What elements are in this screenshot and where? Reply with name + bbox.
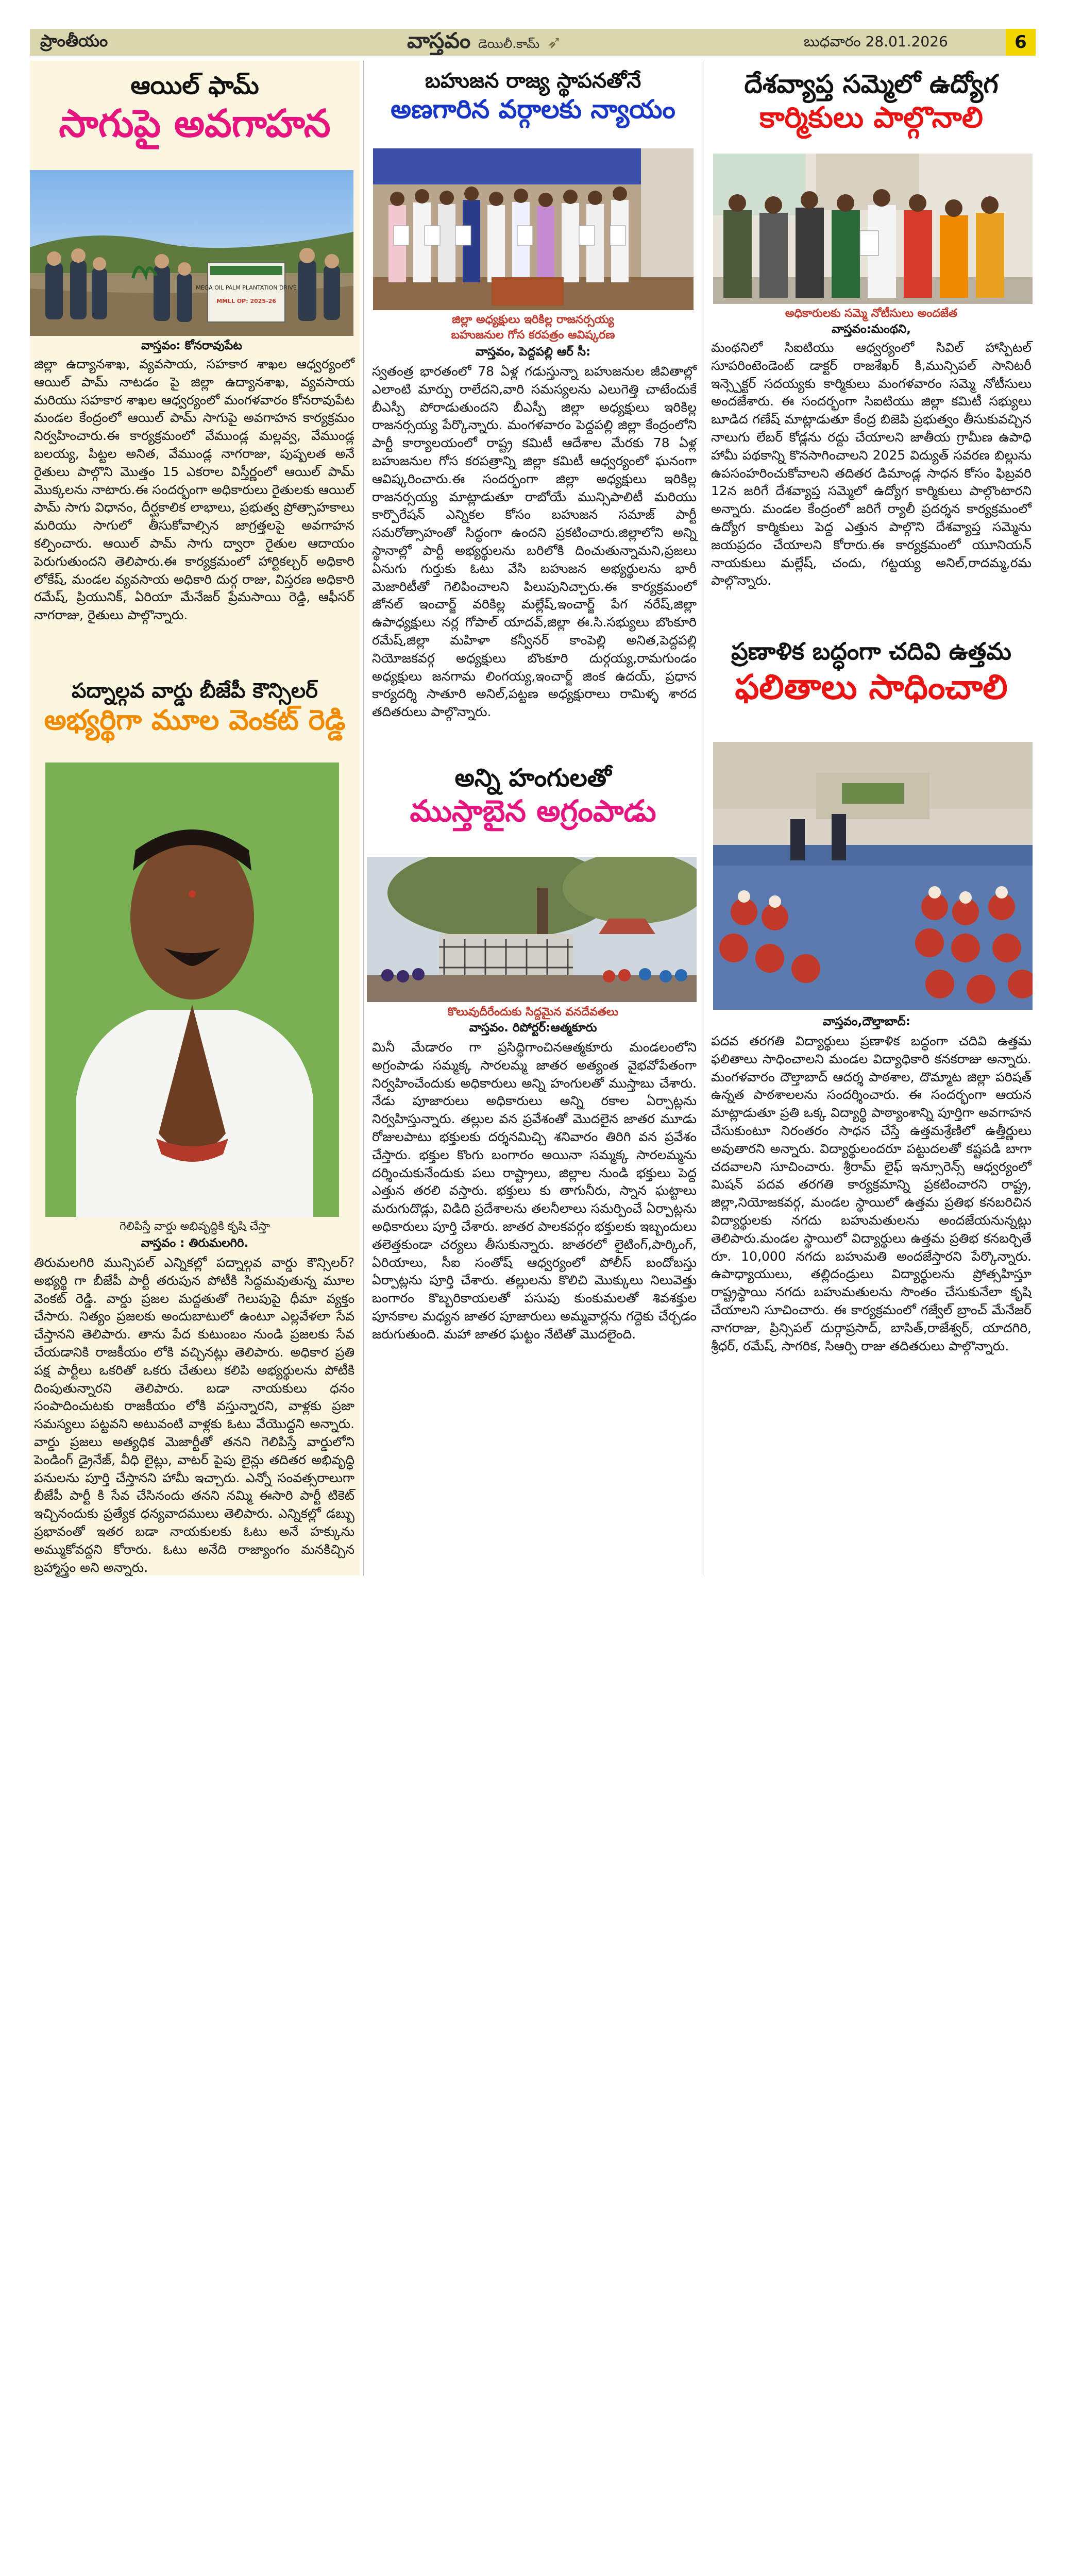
page-number: 6 <box>1006 29 1036 56</box>
bird-icon: ➶ <box>547 32 562 53</box>
headline-line1: దేశవ్యాప్త సమ్మెలో ఉద్యోగ <box>744 69 999 99</box>
headline-line1: అన్ని హంగులతో <box>454 764 612 792</box>
column-middle <box>367 61 699 1575</box>
headline-line2: ఫలితాలు సాధించాలి <box>735 667 1008 707</box>
headline-line2: సాగుపై అవగాహన <box>59 101 331 146</box>
article-body: స్వతంత్ర భారతంలో 78 ఏళ్ల గడుస్తున్నా బహుజనుల జీవితాల్లో ఎలాంటి మార్పు రాలేదని,వారి సమస్యలను ఎలుగెత్తి చాటేందుకే బీఎస్పీ పోరాడుతుందని బీఎస్పీ జిల్లా అధ్యక్షులు ఇరికిల్ల రాజనర్సయ్య పేర్కొన్నారు. మంగళవారం పెద్దపల్లి జిల్లా కేంద్రంలోని పార్టీ కార్యాలయంలో రాష్ట్ర కమిటీ ఆదేశాల మేరకు 78 ఏళ్ల బహుజనుల గోస కరపత్రాన్ని జిల్లా కమిటీ ఆధ్వర్యంలో ఘనంగా ఆవిష్కరించారు.ఈ సందర్భంగా జిల్లా అధ్యక్షులు ఇరికిల్ల రాజనర్సయ్య మాట్లాడుతూ రాబోయే మున్సిపాలిటీ మరియు కార్పొరేషన్ ఎన్నికల కోసం బహుజన సమాజ్ పార్టీ సమరోత్సాహంతో సిద్ధంగా ఉందని ప్రకటించారు.జిల్లాలోని అన్ని స్థానాల్లో పార్టీ అభ్యర్థులను బరిలోకి దించుతున్నామని,ప్రజలు ఏనుగు గుర్తుకు ఓటు వేసి బహుజన అభ్యర్థులను భారీ మెజారిటీతో గెలిపించాలని పిలుపునిచ్చారు.ఈ కార్యక్రమంలో జోనల్ ఇంచార్జ్ వరికిల్ల మల్లేష్,ఇంచార్జ్ పేగ నరేష్,జిల్లా ఉపాధ్యక్షులు నర్ల గోపాల్ యాదవ్,జిల్లా ఈ.సి.సభ్యులు బొంకూరి రమేష్,జిల్లా మహిళా కన్వీనర్ కాంపెల్లి అనిత,పెద్దపల్లి నియోజకవర్గ అధ్యక్షులు బొంకూరి దుర్గయ్య,రామగుండం అధ్యక్షులు జనగామ లింగయ్య,ఇంచార్జ్ జింక ఉదయ్, ప్రధాన కార్యదర్శి సాతూరి అనిల్,పట్టణ అధ్యక్షురాలు రామిళ్ళ శారద తదితరులు పాల్గొన్నారు. <box>372 364 697 720</box>
article-body: మినీ మేడారం గా ప్రసిద్ధిగాంచినఆత్మకూరు మండలంలోని అగ్రంపాడు సమ్మక్క సారలమ్మ జాతర అత్యంత వైభవోపేతంగా నిర్వహించేందుకు అధికారులు అన్ని హంగులతో ముస్తాబు చేశారు. నేడు పూజారులు అధికారులు అన్ని రకాల ఏర్పాట్లను నిర్వహిస్తున్నారు. తల్లుల వన ప్రవేశంతో మొదలైన జాతర మూడు రోజులపాటు భక్తులకు దర్శనమిచ్చి శనివారం తిరిగి వన ప్రవేశం చేస్తారు. భక్తుల కొంగు బంగారం అయినా సమ్మక్క సారలమ్మను దర్శించుకునేందుకు పలు రాష్ట్రాలు, జిల్లాల నుండి భక్తులు పెద్ద ఎత్తున తరలి వస్తారు. భక్తులు కు తాగునీరు, స్నాన ఘట్టాలు మరుగుదొడ్లు, విడిది ప్రదేశాలను తలనీలాలు సమర్పించే ఏర్పాట్లను అధికారులు పూర్తి చేశారు. జాతర పాలకవర్గం భక్తులకు ఇబ్బందులు తలెత్తకుండా చర్యలు తీసుకున్నారు. జాతరలో లైటింగ్,పార్కింగ్, ఏరియాలు, సీఐ సంతోష్ ఆధ్వర్యంలో పోలీస్ బందోబస్తు ఏర్పాట్లను పూర్తి చేశారు. తల్లులను కొలిచి మొక్కులు నిలువెత్తు బంగారం కొబ్బరికాయలతో పసుపు కుంకుమలతో శివశక్తుల పూనకాల మధ్యన జాతర పూజారులు అమ్మవార్లను గద్దెకు చేర్చడం జరుగుతుంది. మహా జాతర ఘట్టం నేటితో మొదలైంది. <box>372 1040 697 1342</box>
article-body: మంథనిలో సిఐటియు ఆధ్వర్యంలో సివిల్ హాస్పిటల్ సూపరింటెండెంట్ డాక్టర్ రాజశేఖర్ కి,మున్సిపల్ సానిటరీ ఇన్స్పెక్టర్ సదయ్యకు కార్మికులు మంగళవారం సమ్మె నోటీసులు అందజేశారు. ఈ సందర్భంగా సిఐటియు జిల్లా కమిటీ సభ్యులు బూడిద గణేష్ మాట్లాడుతూ కేంద్ర బిజెపి ప్రభుత్వం తీసుకువచ్చిన నాలుగు లేబర్ కోడ్లను రద్దు చేయాలని జాతీయ గ్రామీణ ఉపాధి హామీ పథకాన్ని కొనసాగించాలని 2025 విద్యుత్ సవరణ బిల్లును ఉపసంహరించుకోవాలని తదితర డిమాండ్ల సాధన కోసం ఫిబ్రవరి 12న జరిగే దేశవ్యాప్త సమ్మెలో ఉద్యోగ కార్మికులు పాల్గొంటారని అన్నారు. మండల కేంద్రంలో జరిగే ర్యాలీ ప్రదర్శన కార్యక్రమంలో ఉద్యోగ కార్మికులు పెద్ద ఎత్తున పాల్గొని దేశవ్యాప్త సమ్మెను జయప్రదం చేయాలని కోరారు.ఈ కార్యక్రమంలో యూనియన్ నాయకులు మల్లేష్, చందు, గట్టయ్య అనిల్,రాదమ్మ,రమ పాల్గొన్నారు. <box>711 340 1032 588</box>
headline-line2: అభ్యర్థిగా మూల వెంకట్ రెడ్డి <box>44 704 346 736</box>
brand-logo <box>407 28 562 59</box>
headline-line1: బహుజన రాజ్య స్థాపనతోనే <box>425 69 641 93</box>
headline-bsp <box>367 68 699 125</box>
dateline: వాస్తవం, పెద్దపల్లి ఆర్ సీ: <box>475 345 591 359</box>
column-rule <box>363 61 364 1575</box>
school-photo <box>713 742 1033 1010</box>
photo-caption: అధికారులకు సమ్మె నోటీసులు అందజేత <box>785 307 958 320</box>
article-body: జిల్లా ఉద్యానశాఖ, వ్యవసాయ, సహకార శాఖల ఆధ్వర్యంలో ఆయిల్ పామ్ నాటడం పై జిల్లా ఉద్యానశాఖ, వ్యవసాయ మరియు సహకార శాఖల ఆధ్వర్యంలో మంగళవారం కోనరావుపేట మండల కేంద్రంలో ఆయిల్ పామ్ సాగుపై అవగాహన కార్యక్రమం నిర్వహించారు.ఈ కార్యక్రమంలో వేముండ్ల మల్లవ్వ, వేముండ్ల బలయ్య, పిట్టల అనిత, వేముండ్ల నాగరాజు, పుష్పలత అనే రైతులు పాల్గొని మొత్తం 15 ఎకరాల విస్తీర్ణంలో ఆయిల్ పామ్ మొక్కలను నాటారు.ఈ సందర్భంగా అధికారులు రైతులకు ఆయిల్ పామ్ సాగు విధానం, దీర్ఘకాలిక లాభాలు, ప్రభుత్వ ప్రోత్సాహకాలు మరియు సాగులో తీసుకోవాల్సిన జాగ్రత్తలపై అవగాహన కల్పించారు. ఆయిల్ పామ్ సాగు ద్వారా రైతుల ఆదాయం పెరుగుతుందని తెలిపారు.ఈ కార్యక్రమంలో హార్టికల్చర్ అధికారి లోకేష్, మండల వ్యవసాయ అధికారి దుర్గ రాజు, విస్తరణ అధికారి రమేష్, ప్రియునిక్, ఏరియా మేనేజర్ ప్రేమసాయి రెడ్డి, ఆఫీసర్ నాగరాజు, రైతులు పాల్గొన్నారు. <box>34 357 354 623</box>
dateline: వాస్తవం : తిరుమలగిరి. <box>141 1236 249 1250</box>
headline-line2: ముస్తాబైన అగ్రంపాడు <box>410 793 656 828</box>
dateline: వాస్తవం,దౌల్తాబాద్: <box>823 1015 910 1028</box>
column-right <box>707 61 1036 1575</box>
banner-sub: MMLL OP: 2025-26 <box>216 298 276 304</box>
headline-line1: ఆయిల్ ఫామ్ <box>130 71 259 100</box>
headline-line1: పద్నాల్గవ వార్డు బీజేపీ కౌన్సిలర్ <box>72 679 318 703</box>
jatara-photo <box>367 857 697 1002</box>
strike-notice-photo <box>713 154 1033 304</box>
candidate-portrait <box>45 762 339 1217</box>
dateline: వాస్తవం: కోనరావుపేట <box>141 339 242 352</box>
banner-text: MEGA OIL PALM PLANTATION DRIVE <box>196 284 297 291</box>
photo-caption: కొలువుదీరేందుకు సిద్దమైన వనదేవతలు <box>448 1006 618 1019</box>
dateline: వాస్తవం. రిపోర్టర్:ఆత్మకూరు <box>469 1021 597 1035</box>
headline-strike <box>707 68 1036 135</box>
print-marks <box>0 1582 1065 1628</box>
bsp-photo <box>373 148 694 310</box>
headline-line2: కార్మికులు పాల్గొనాలి <box>759 100 983 134</box>
issue-date: బుధవారం 28.01.2026 <box>804 33 948 50</box>
dateline: వాస్తవం:మంథని, <box>832 323 911 336</box>
article-body: తిరుమలగిరి మున్సిపల్ ఎన్నికల్లో పద్నాల్గవ వార్డు కౌన్సిలర్? అభ్యర్థి గా బీజేపీ పార్టీ తరుపున పోటీకి సిద్దమవుతున్న మూల వెంకట్ రెడ్డి. వార్డు ప్రజల మద్దతుతో గెలుపుపై ధీమా వ్యక్తం చేసారు. నిత్యం ప్రజలకు అందుబాటులో ఉంటూ ఎల్లవేళలా సేవ చేస్తానని తెలిపారు. తాను పేద కుటుంబం నుండి ప్రజలకు సేవ చేయడానికి రాజకీయం లోకి వచ్చినట్లు తెలిపారు. అధికార ప్రతి పక్ష పార్టీలు ఒకరితో ఒకరు చేతులు కలిపి అభ్యర్థులను పోటీకి దింపుతున్నారని తెలిపారు. బడా నాయకులు ధనం సంపాదించుటకు రాజకీయం లోకి వస్తున్నారని, వాళ్లకు ప్రజా సమస్యలు పట్టవని అటువంటి వాళ్లకు ఓటు వేయొద్దని అన్నారు. వార్డు ప్రజలు అత్యధిక మెజార్టీతో తనని గెలిపిస్తే వార్డులోని పెండింగ్ డ్రైనేజ్, వీధి లైట్లు, వాటర్ పైపు లైన్లు తదితర అభివృద్ధి పనులను పూర్తి చేస్తానని హామీ ఇచ్చారు. ఎన్నో సంవత్సరాలుగా బీజేపీ పార్టీ కి సేవ చేసినందు తనని నమ్మి ఈసారి పార్టీ టికెట్ ఇచ్చినందుకు ప్రత్యేక ధన్యవాదములు తెలిపారు. ఎన్నికల్లో డబ్బు ప్రభావంతో ఇతర బడా నాయకులకు ఓటు అనే హక్కును అమ్ముకోవద్దని కోరారు. ఓటు అనేది రాజ్యాంగం మనకిచ్చిన బ్రహ్మాస్త్రం అని అన్నారు. <box>34 1255 354 1575</box>
headline-councillor <box>30 678 360 737</box>
headline-exam <box>707 637 1036 707</box>
brand-sub: డెయిలీ.కామ్ <box>478 37 540 51</box>
brand-name: వాస్తవం <box>407 28 471 53</box>
section-label: ప్రాంతీయం <box>40 31 108 50</box>
column-left <box>30 61 360 1575</box>
headline-oilpalm <box>30 70 360 147</box>
oilpalm-photo <box>30 170 353 336</box>
article-body: పదవ తరగతి విద్యార్థులు ప్రణాళిక బద్ధంగా చదివి ఉత్తమ ఫలితాలు సాధించాలని మండల విద్యాధికారి కనకరాజు అన్నారు. మంగళవారం దౌల్తాబాద్ ఆదర్శ పాఠశాల, దొమ్మాట జిల్లా పరిషత్ ఉన్నత పాఠశాలలను సందర్శించారు. ఈ సందర్భంగా ఆయన మాట్లాడుతూ ప్రతి ఒక్క విద్యార్థి పాఠ్యాంశాన్ని పూర్తిగా అవగాహన చేసుకుంటూ నిరంతరం సాధన చేస్తే ఉత్తమశ్రేణిలో ఉత్తీర్ణులు అవుతారని అన్నారు. విద్యార్థులందరూ పట్టుదలతో కష్టపడి బాగా చదవాలని సూచించారు. శ్రీరామ్ లైఫ్ ఇన్సూరెన్స్ ఆధ్వర్యంలో మిషన్ పదవ తరగతి కార్యక్రమాన్ని ప్రకటించారని రాష్ట్ర, జిల్లా,నియోజకవర్గ, మండల స్థాయిలో ఉత్తమ ప్రతిభ కనబరిచిన విద్యార్థులకు నగదు బహుమతులను అందజేయనున్నట్లు తెలిపారు.మండల స్థాయిలో విద్యార్థులు ఉత్తమ ప్రతిభ కనబర్చితే రూ. 10,000 నగదు బహుమతి అందజేస్తారని పేర్కొన్నారు. ఉపాధ్యాయులు, తల్లిదండ్రులు విద్యార్థులను ప్రోత్సహిస్తూ రాష్ట్రస్థాయి నగదు బహుమతులను సొంతం చేసుకునేలా కృషి చేయాలని సూచించారు. ఈ కార్యక్రమంలో గజ్వేల్ బ్రాంచ్ మేనేజర్ నాగరాజు, ప్రిన్సిపల్ దుర్గాప్రసాద్, బాసిత్,రాజేశ్వర్, యాదగిరి, శ్రీధర్, రమేష్, సాగరిక, సిఆర్పి రాజు తదితరులు పాల్గొన్నారు. <box>711 1033 1032 1353</box>
headline-line2: అణగారిన వర్గాలకు న్యాయం <box>391 94 675 124</box>
photo-caption-line1: జిల్లా అధ్యక్షులు ఇరికిల్ల రాజనర్సయ్య <box>452 313 614 326</box>
photo-caption-line2: బహుజనుల గోస కరపత్రం ఆవిష్కరణ <box>451 329 615 342</box>
headline-agrampadu <box>367 762 699 829</box>
headline-line1: ప్రణాళిక బద్ధంగా చదివి ఉత్తమ <box>731 637 1011 665</box>
portrait-caption: గెలిపిస్తే వార్డు అభివృద్ధికి కృషి చేస్తా <box>119 1220 271 1233</box>
